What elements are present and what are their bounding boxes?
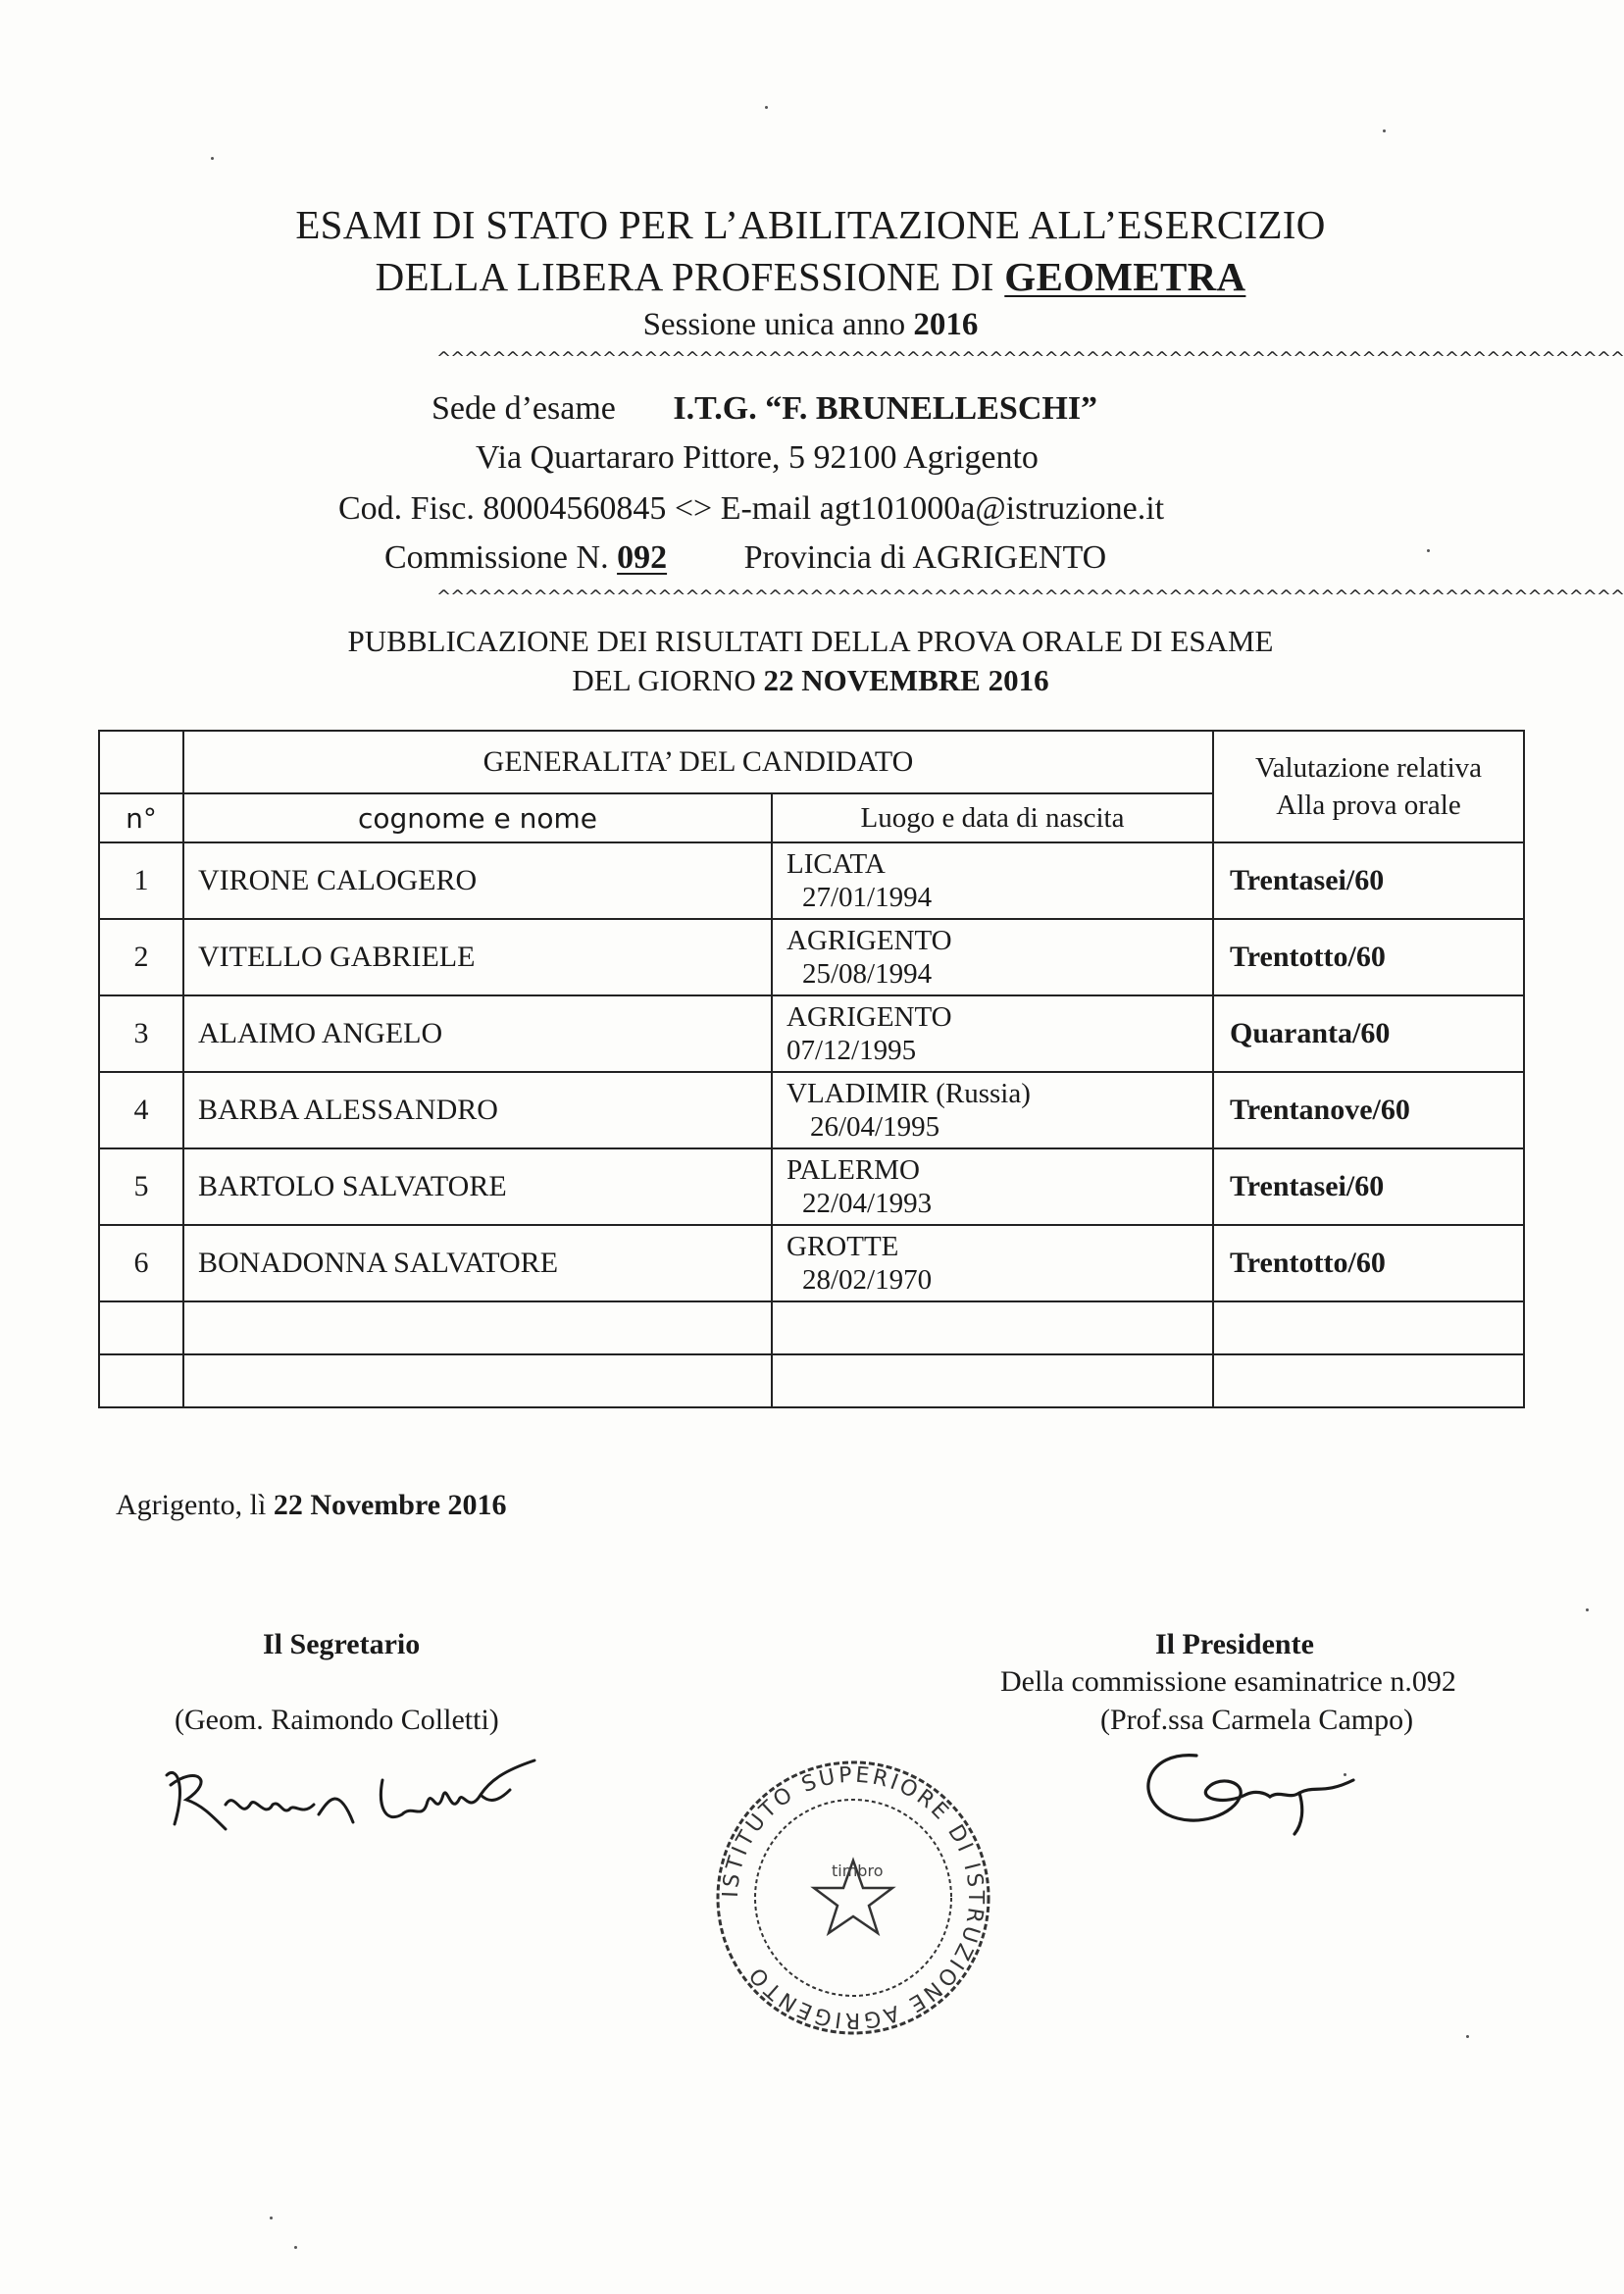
official-stamp — [706, 1751, 1000, 2045]
scan-speck — [294, 2246, 297, 2249]
birth-date: 28/02/1970 — [802, 1264, 933, 1296]
title-line-1: ESAMI DI STATO PER L’ABILITAZIONE ALL’ESERCIZIO — [295, 202, 1326, 247]
publication-line-2 — [0, 663, 1621, 698]
table-row — [99, 1148, 1524, 1225]
candidate-name: ALAIMO ANGELO — [183, 995, 772, 1072]
results-table — [98, 730, 1525, 1408]
president-role: Della commissione esaminatrice n.092 — [1000, 1665, 1456, 1698]
table-header-row-1 — [99, 731, 1524, 793]
svg-text:ISTITUTO SUPERIORE DI ISTRUZIO — [719, 1763, 988, 2032]
birth-place: GROTTE — [787, 1231, 899, 1262]
publication-prefix: DEL GIORNO — [572, 663, 764, 697]
sede-line — [431, 390, 1097, 428]
score: Trentanove/60 — [1213, 1072, 1524, 1148]
place-date-prefix: Agrigento, lì — [116, 1489, 274, 1521]
row-number: 4 — [99, 1072, 183, 1148]
publication-line-1: PUBBLICAZIONE DEI RISULTATI DELLA PROVA ORALE DI ESAME — [347, 624, 1274, 658]
table-row-empty — [99, 1301, 1524, 1354]
table-row — [99, 919, 1524, 995]
birth-place: AGRIGENTO — [787, 925, 952, 956]
title-line-2-prefix: DELLA LIBERA PROFESSIONE DI — [375, 254, 1005, 299]
session-year: 2016 — [913, 307, 979, 342]
birth-date: 07/12/1995 — [787, 1035, 917, 1066]
separator-2: ^^^^^^^^^^^^^^^^^^^^^^^^^^^^^^^^^^^^^^^^^^^^^^^^^^^^^^^^^^^^^^^^^^^^^^^^^^^^^^^^^^^^^^ — [436, 586, 1624, 607]
birth-place: PALERMO — [787, 1154, 920, 1186]
secretary-signature — [157, 1746, 588, 1854]
col-number-header: n° — [99, 793, 183, 842]
header-blank-cell — [99, 731, 183, 793]
place-date-line — [116, 1489, 507, 1522]
sede-value: I.T.G. “F. BRUNELLESCHI” — [673, 390, 1098, 427]
birth-date: 22/04/1993 — [802, 1188, 933, 1219]
scan-speck — [765, 106, 768, 109]
profession: GEOMETRA — [1004, 254, 1246, 299]
col-name-header: cognome e nome — [183, 793, 772, 842]
birth-info — [772, 1148, 1213, 1225]
birth-info — [772, 1225, 1213, 1301]
session-label: Sessione unica anno — [642, 307, 914, 342]
separator-1: ^^^^^^^^^^^^^^^^^^^^^^^^^^^^^^^^^^^^^^^^^^^^^^^^^^^^^^^^^^^^^^^^^^^^^^^^^^^^^^^^^^^^^^ — [436, 348, 1624, 369]
score: Trentasei/60 — [1213, 1148, 1524, 1225]
scan-speck — [1427, 549, 1430, 552]
scan-speck — [1586, 1608, 1589, 1611]
candidate-name: VIRONE CALOGERO — [183, 842, 772, 919]
president-title: Il Presidente — [1155, 1628, 1314, 1660]
birth-info — [772, 1072, 1213, 1148]
candidate-name: BONADONNA SALVATORE — [183, 1225, 772, 1301]
table-row — [99, 1072, 1524, 1148]
title-line-2 — [0, 253, 1621, 300]
score: Trentasei/60 — [1213, 842, 1524, 919]
president-signature — [1128, 1736, 1402, 1844]
commissione-line — [384, 539, 1106, 577]
birth-date: 25/08/1994 — [802, 958, 933, 990]
commissione-number: 092 — [617, 539, 668, 576]
col-birth-header: Luogo e data di nascita — [772, 793, 1213, 842]
score-header-line-1: Valutazione relativa — [1254, 752, 1483, 784]
scan-speck — [1466, 2035, 1469, 2038]
scan-speck — [270, 2217, 273, 2219]
candidate-name: BARBA ALESSANDRO — [183, 1072, 772, 1148]
address: Via Quartararo Pittore, 5 92100 Agrigento — [476, 439, 1039, 476]
score: Trentotto/60 — [1213, 919, 1524, 995]
place-date: 22 Novembre 2016 — [273, 1489, 507, 1521]
secretary-name: (Geom. Raimondo Colletti) — [175, 1704, 499, 1736]
row-number: 2 — [99, 919, 183, 995]
row-number: 3 — [99, 995, 183, 1072]
secretary-title: Il Segretario — [263, 1628, 421, 1660]
scan-speck — [211, 157, 214, 160]
codice-fiscale: Cod. Fisc. 80004560845 <> E-mail agt101000a@istruzione.it — [338, 490, 1165, 527]
scan-speck — [1383, 129, 1386, 132]
stamp-text: ISTITUTO SUPERIORE DI ISTRUZIONE AGRIGENTO — [718, 1762, 989, 2033]
score-header — [1213, 731, 1524, 842]
table-row — [99, 1225, 1524, 1301]
birth-info — [772, 995, 1213, 1072]
row-number: 5 — [99, 1148, 183, 1225]
table-row — [99, 995, 1524, 1072]
score-header-line-2: Alla prova orale — [1276, 790, 1461, 821]
birth-info — [772, 842, 1213, 919]
president-name: (Prof.ssa Carmela Campo) — [1100, 1704, 1414, 1736]
candidate-name: VITELLO GABRIELE — [183, 919, 772, 995]
publication-date: 22 NOVEMBRE 2016 — [763, 663, 1049, 697]
birth-info — [772, 919, 1213, 995]
group-header: GENERALITA’ DEL CANDIDATO — [183, 731, 1213, 793]
birth-date: 27/01/1994 — [802, 882, 933, 913]
score: Trentotto/60 — [1213, 1225, 1524, 1301]
session-line — [0, 307, 1621, 343]
provincia: Provincia di AGRIGENTO — [743, 539, 1107, 576]
scan-speck — [1344, 1773, 1346, 1776]
score: Quaranta/60 — [1213, 995, 1524, 1072]
row-number: 6 — [99, 1225, 183, 1301]
table-row — [99, 842, 1524, 919]
commissione-label: Commissione N. — [384, 539, 618, 576]
birth-date: 26/04/1995 — [810, 1111, 940, 1143]
table-row-empty — [99, 1354, 1524, 1407]
sede-label: Sede d’esame — [431, 390, 616, 427]
candidate-name: BARTOLO SALVATORE — [183, 1148, 772, 1225]
row-number: 1 — [99, 842, 183, 919]
birth-place: AGRIGENTO — [787, 1001, 952, 1033]
birth-place: LICATA — [787, 848, 886, 880]
stamp-inner-text: timbro — [832, 1861, 884, 1880]
birth-place: VLADIMIR (Russia) — [787, 1078, 1031, 1109]
